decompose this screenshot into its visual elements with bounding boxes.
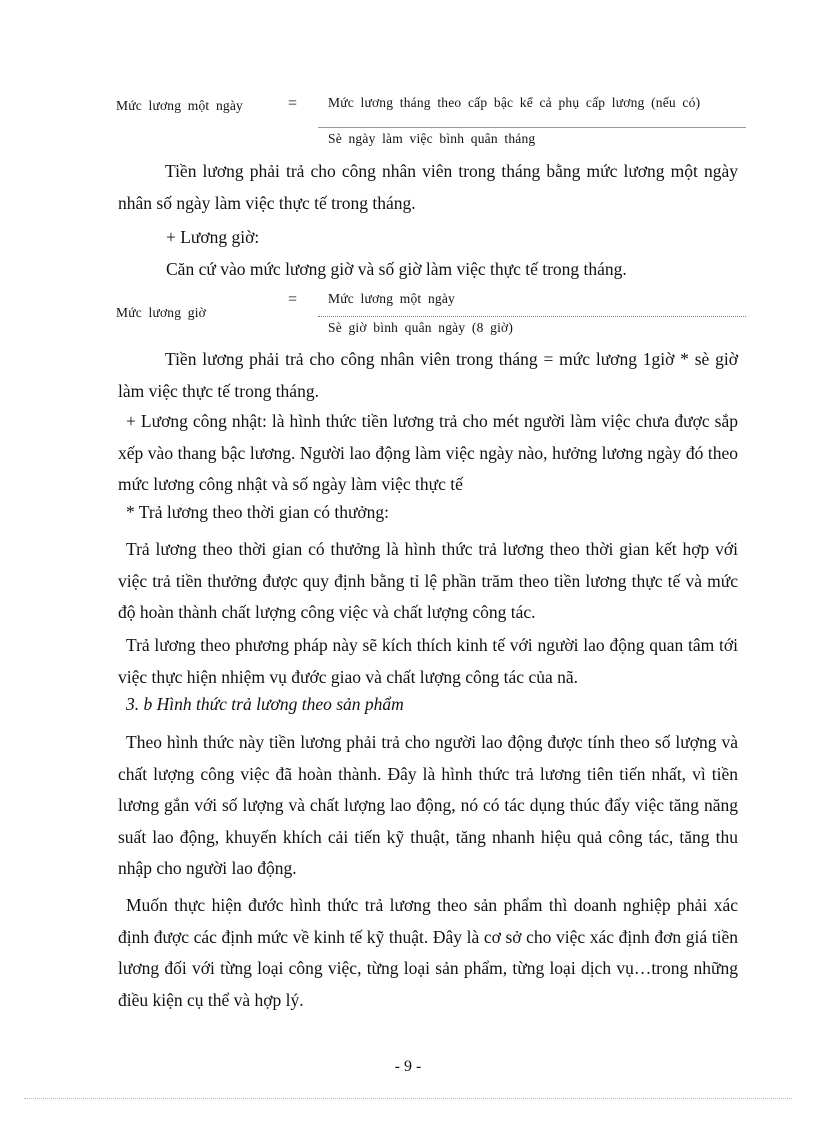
paragraph-product-requirements: Muốn thực hiện đước hình thức trả lương theo sản phẩm thì doanh nghiệp phải xác định được các định mức về kinh tế kỹ thuật. Đây là cơ sở cho việc xác định đơn giá tiền lương đối với từng loại công việc, từng loại sản phẩm, từng loại dịch vụ…trong những điều kiện cụ thể và hợp lý. <box>118 895 738 1010</box>
paragraph-daily-wage: Tiền lương phải trả cho công nhân viên trong tháng bằng mức lương một ngày nhân số ngày làm việc thực tế trong tháng. <box>118 161 738 213</box>
paragraph-product-pay: Theo hình thức này tiền lương phải trả cho người lao động được tính theo số lượng và chất lượng công việc đã hoàn thành. Đây là hình thức trả lương tiên tiến nhất, vì tiền lương gắn với số lượng và chất lượng lao động, nó có tác dụng thúc đẩy việc tăng năng suất lao động, khuyến khích cải tiến kỹ thuật, tăng nhanh hiệu quả công tác, tăng thu nhập cho người lao động. <box>118 732 738 878</box>
formula2-fraction-line <box>318 316 746 317</box>
formula1-label: Mức lương một ngày <box>116 98 243 113</box>
section-heading-product-pay: 3. b Hình thức trả lương theo sản phẩm <box>126 694 404 714</box>
paragraph-hourly-pay: Tiền lương phải trả cho công nhân viên trong tháng = mức lương 1giờ * sè giờ làm việc thực tế trong tháng. <box>118 349 738 401</box>
formula1-numerator: Mức lương tháng theo cấp bậc kể cả phụ cấp lương (nếu có) <box>328 95 701 110</box>
formula2-equals: = <box>288 291 298 308</box>
hourly-wage-intro: Căn cứ vào mức lương giờ và số giờ làm việc thực tế trong tháng. <box>166 259 627 279</box>
formula2-denominator: Sè giờ bình quân ngày (8 giờ) <box>328 320 514 335</box>
heading-bonus-pay: * Trả lương theo thời gian có thưởng: <box>126 502 390 522</box>
heading-hourly-wage: + Lương giờ: <box>166 227 260 247</box>
formula1-equals: = <box>288 95 298 112</box>
paragraph-bonus-definition: Trả lương theo thời gian có thưởng là hình thức trả lương theo thời gian kết hợp với việc trả tiền thưởng được quy định bằng tỉ lệ phần trăm theo tiền lương thực tế và mức độ hoàn thành chất lượng công việc và chất lượng công tác. <box>118 539 738 622</box>
paragraph-bonus-effect: Trả lương theo phương pháp này sẽ kích thích kinh tế với người lao động quan tâm tới việc thực hiện nhiệm vụ đước giao và chất lượng công tác của nã. <box>118 635 738 687</box>
formula2-label: Mức lương giờ <box>116 305 207 320</box>
paragraph-daily-labor: + Lương công nhật: là hình thức tiền lương trả cho mét người làm việc chưa được sắp xếp vào thang bậc lương. Người lao động làm việc ngày nào, hưởng lương ngày đó theo mức lương công nhật và số ngày làm việc thực tế <box>118 411 738 494</box>
formula2-numerator: Mức lương một ngày <box>328 291 455 306</box>
formula1-fraction-line <box>318 127 746 128</box>
footer-divider <box>24 1098 792 1099</box>
formula1-denominator: Sè ngày làm việc bình quân tháng <box>328 131 536 146</box>
page-number: - 9 - <box>394 1058 422 1075</box>
